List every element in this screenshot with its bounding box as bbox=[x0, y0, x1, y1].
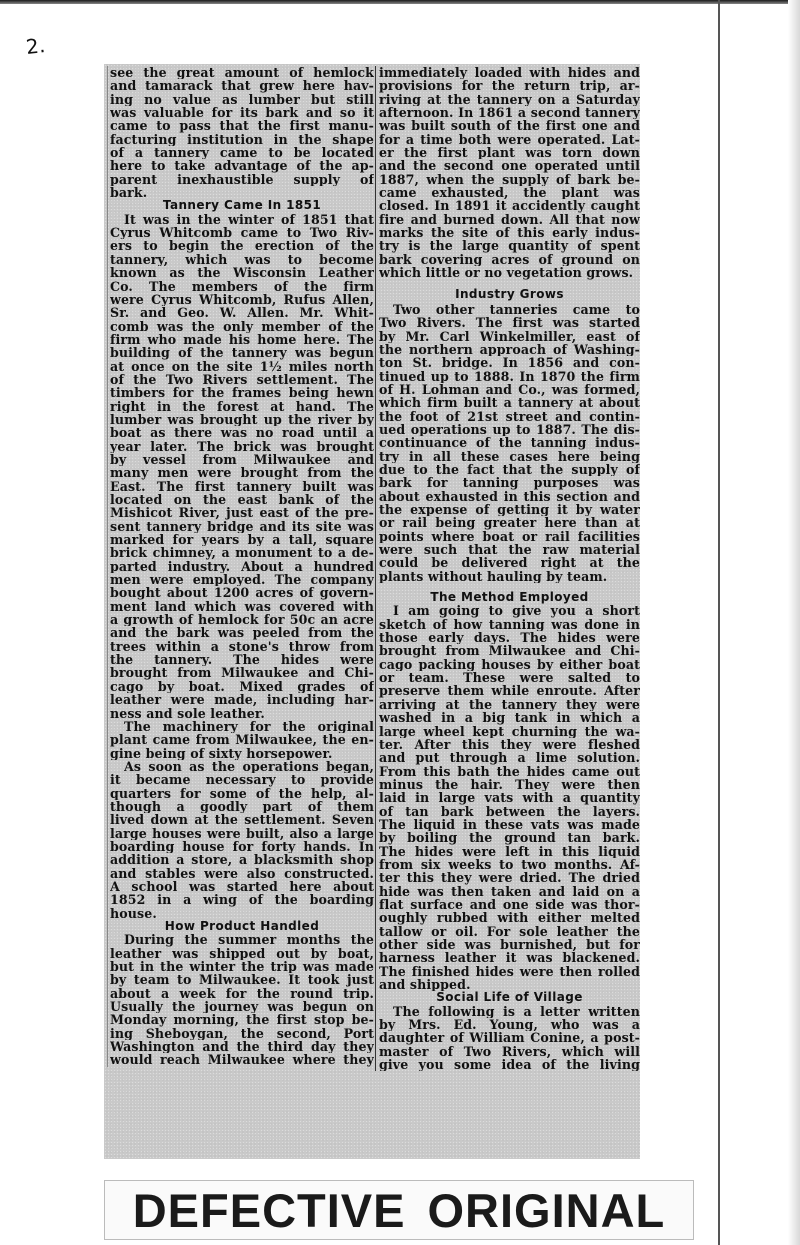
text-line: The finished hides were then rolled bbox=[379, 964, 640, 979]
text-line: was built south of the first one and bbox=[379, 119, 640, 133]
paragraph-industry-grows bbox=[379, 303, 640, 583]
text-line: give you some idea of the living bbox=[379, 1058, 640, 1072]
banner-word-defective: DEFECTIVE bbox=[132, 1183, 406, 1237]
text-line: which little or no vegetation grows. bbox=[379, 266, 634, 280]
text-line: comb was the only member of the bbox=[110, 319, 374, 333]
heading-method-employed: The Method Employed bbox=[430, 590, 589, 605]
text-line: oughly rubbed with either melted bbox=[379, 911, 640, 925]
text-line: afternoon. In 1861 a second tannery bbox=[379, 106, 640, 120]
text-line: came exhausted, the plant was bbox=[379, 186, 640, 200]
paragraph-social-life bbox=[379, 1005, 640, 1072]
text-line: but in the winter the trip was made bbox=[110, 960, 374, 974]
text-line: points where boat or rail facilities bbox=[379, 529, 640, 544]
left-column bbox=[107, 66, 374, 1067]
text-line: many men were brought from the bbox=[110, 466, 374, 480]
text-line: located on the east bank of the bbox=[110, 493, 374, 507]
right-intro-paragraph bbox=[379, 66, 640, 280]
text-line: bark for tanning purposes was bbox=[379, 476, 640, 490]
text-line: continuance of the tanning indus- bbox=[379, 436, 640, 450]
text-line: A school was started here about bbox=[110, 879, 374, 894]
text-line: brought from Milwaukee and Chi- bbox=[110, 666, 374, 680]
text-line: lumber was brought up the river by bbox=[110, 412, 374, 427]
text-line: Cyrus Whitcomb came to Two Riv- bbox=[110, 226, 374, 240]
text-line: for a time both were operated. Lat- bbox=[379, 132, 640, 147]
text-line: ing no value as lumber but still bbox=[110, 92, 374, 107]
text-line: lived down at the settlement. Seven bbox=[110, 813, 374, 827]
text-line: Washington and the third day they bbox=[110, 1040, 374, 1054]
text-line: ness and sole leather. bbox=[110, 706, 265, 720]
text-line: ton St. bridge. In 1856 and con- bbox=[379, 356, 640, 370]
text-line: were such that the raw material bbox=[379, 543, 640, 557]
text-line: of H. Lohman and Co., was formed, bbox=[379, 382, 640, 397]
text-line: and the second one operated until bbox=[379, 159, 640, 173]
text-line: came to pass that the first manu- bbox=[110, 119, 374, 133]
text-line: though a goodly part of them bbox=[110, 799, 374, 814]
text-line: From this bath the hides came out bbox=[379, 764, 640, 778]
text-line: of the Two Rivers settlement. The bbox=[110, 372, 374, 387]
text-line: gine being of sixty horsepower. bbox=[110, 746, 333, 760]
text-line: a growth of hemlock for 50c an acre bbox=[110, 613, 374, 627]
text-line: cago packing houses by either boat bbox=[379, 657, 640, 672]
text-line: or team. These were salted to bbox=[379, 671, 640, 685]
text-line: trees within a stone's throw from bbox=[110, 639, 374, 654]
banner-word-original: ORIGINAL bbox=[427, 1183, 666, 1237]
text-line: washed in a big tank in which a bbox=[379, 711, 640, 725]
text-line: boat as there was no road until a bbox=[110, 426, 374, 440]
text-line: by Mr. Carl Winkelmiller, east of bbox=[379, 329, 640, 343]
text-line: facturing institution in the shape bbox=[110, 132, 374, 147]
heading-social-life-of-village: Social Life of Village bbox=[436, 990, 583, 1005]
text-line: house. bbox=[110, 906, 157, 920]
text-line: by team to Milwaukee. It took just bbox=[110, 973, 374, 987]
text-line: by Mrs. Ed. Young, who was a bbox=[379, 1018, 640, 1032]
text-line: large wheel kept churning the wa- bbox=[379, 724, 640, 738]
text-line: As soon as the operations began, bbox=[124, 759, 374, 774]
paragraph-housing bbox=[110, 760, 374, 920]
text-line: or rail being greater here than at bbox=[379, 516, 640, 530]
text-line: men were employed. The company bbox=[110, 573, 374, 587]
text-line: The liquid in these vats was made bbox=[379, 817, 640, 832]
text-line: was valuable for its bark and so it bbox=[110, 106, 374, 120]
text-line: fire and burned down. All that now bbox=[379, 212, 640, 227]
text-line: sent tannery bridge and its site was bbox=[110, 519, 374, 534]
text-line: ing Sheboygan, the second, Port bbox=[110, 1026, 374, 1041]
text-line: ter this they were dried. The dried bbox=[379, 871, 640, 885]
text-line: laid in large vats with a quantity bbox=[379, 791, 640, 805]
text-line: Two Rivers. The first was started bbox=[379, 316, 640, 330]
text-line: ued operations up to 1887. The dis- bbox=[379, 422, 640, 437]
text-line: The machinery for the original bbox=[124, 719, 374, 734]
defective-original-banner bbox=[104, 1180, 694, 1240]
text-line: plants without hauling by team. bbox=[379, 569, 608, 584]
text-line: cago by boat. Mixed grades of bbox=[110, 679, 374, 694]
text-line: marked for years by a tall, square bbox=[110, 533, 374, 547]
text-line: other side was burnished, but for bbox=[379, 938, 640, 952]
text-line: minus the hair. They were then bbox=[379, 777, 640, 792]
text-line: sketch of how tanning was done in bbox=[379, 617, 640, 632]
text-line: known as the Wisconsin Leather bbox=[110, 266, 374, 280]
text-line: and the bark was peeled from the bbox=[110, 626, 374, 640]
text-line: It was in the winter of 1851 that bbox=[124, 212, 374, 227]
text-line: those early days. The hides were bbox=[379, 631, 640, 645]
text-line: were Cyrus Whitcomb, Rufus Allen, bbox=[110, 292, 374, 307]
text-line: riving at the tannery on a Saturday bbox=[379, 92, 640, 107]
text-line: boarding house for forty hands. In bbox=[110, 839, 374, 854]
text-line: it became necessary to provide bbox=[110, 773, 374, 787]
text-line: During the summer months the bbox=[124, 933, 374, 947]
text-line: bark. bbox=[110, 186, 148, 200]
text-line: quarters for some of the help, al- bbox=[110, 786, 374, 800]
text-line: harness leather it was blackened. bbox=[379, 951, 640, 965]
text-line: bark covering acres of ground on bbox=[379, 252, 640, 267]
text-line: provisions for the return trip, ar- bbox=[379, 79, 640, 93]
text-line: ers to begin the erection of the bbox=[110, 239, 374, 253]
text-line: due to the fact that the supply of bbox=[379, 462, 640, 477]
text-line: by boiling the ground tan bark. bbox=[379, 831, 640, 845]
text-line: year later. The brick was brought bbox=[110, 439, 374, 453]
text-line: at once on the site 1½ miles north bbox=[110, 359, 374, 373]
paragraph-machinery bbox=[110, 720, 374, 760]
vertical-rule bbox=[718, 0, 720, 1245]
heading-industry-grows: Industry Grows bbox=[455, 286, 564, 301]
text-line: hide was then taken and laid on a bbox=[379, 884, 640, 898]
page-right-edge bbox=[788, 0, 800, 1245]
text-line: about exhausted in this section and bbox=[379, 489, 640, 503]
left-intro-paragraph bbox=[110, 66, 374, 199]
text-line: bought about 1200 acres of govern- bbox=[110, 586, 374, 600]
paragraph-method-employed bbox=[379, 604, 640, 991]
text-line: Sr. and Geo. W. Allen. Mr. Whit- bbox=[110, 306, 374, 320]
page-top-edge bbox=[0, 0, 800, 4]
text-line: right in the forest at hand. The bbox=[110, 399, 374, 413]
text-line: and put through a lime solution. bbox=[379, 751, 640, 765]
text-line: would reach Milwaukee where they bbox=[110, 1053, 374, 1067]
text-line: parted industry. About a hundred bbox=[110, 559, 374, 574]
page-number: 2. bbox=[24, 33, 47, 59]
text-line: ter. After this they were fleshed bbox=[379, 737, 640, 752]
text-line: East. The first tannery built was bbox=[110, 479, 374, 493]
text-line: Monday morning, the first stop be- bbox=[110, 1013, 374, 1027]
paragraph-tannery-came bbox=[110, 213, 374, 720]
text-line: leather were made, including har- bbox=[110, 693, 374, 707]
text-line: 1887, when the supply of bark be- bbox=[379, 172, 640, 187]
text-line: and tamarack that grew here hav- bbox=[110, 79, 374, 93]
text-line: Two other tanneries came to bbox=[393, 302, 640, 317]
text-line: about a week for the round trip. bbox=[110, 986, 374, 1001]
text-line: see the great amount of hemlock bbox=[110, 66, 374, 80]
text-line: and shipped. bbox=[379, 978, 471, 992]
text-line: daughter of William Conine, a post- bbox=[379, 1031, 640, 1045]
text-line: here to take advantage of the ap- bbox=[110, 159, 374, 173]
text-line: which firm built a tannery at about bbox=[379, 396, 640, 410]
text-line: marks the site of this early indus- bbox=[379, 226, 640, 240]
heading-tannery-came-in-1851: Tannery Came In 1851 bbox=[162, 198, 322, 213]
text-line: large houses were built, also a large bbox=[110, 826, 374, 840]
text-line: the foot of 21st street and contin- bbox=[379, 409, 640, 423]
text-line: of a tannery came to be located bbox=[110, 146, 374, 160]
text-line: I am going to give you a short bbox=[393, 604, 640, 618]
text-line: tinued up to 1888. In 1870 the firm bbox=[379, 369, 640, 383]
text-line: the northern approach of Washing- bbox=[379, 342, 640, 357]
text-line: could be delivered right at the bbox=[379, 556, 640, 570]
text-line: The hides were left in this liquid bbox=[379, 844, 640, 858]
text-line: brick chimney, a monument to a de- bbox=[110, 546, 374, 560]
heading-how-product-handled: How Product Handled bbox=[164, 919, 320, 933]
text-line: timbers for the frames being hewn bbox=[110, 386, 374, 400]
text-line: master of Two Rivers, which will bbox=[379, 1044, 640, 1059]
text-line: Mishicot River, just east of the pre- bbox=[110, 506, 374, 520]
text-line: firm who made his home here. The bbox=[110, 332, 374, 347]
banner-text bbox=[133, 1183, 666, 1238]
text-line: addition a store, a blacksmith shop bbox=[110, 853, 374, 867]
right-column bbox=[375, 66, 640, 1071]
text-line: arriving at the tannery they were bbox=[379, 697, 640, 712]
text-line: the tannery. The hides were bbox=[110, 653, 374, 667]
text-line: and stables were also constructed. bbox=[110, 866, 374, 880]
text-line: preserve them while enroute. After bbox=[379, 684, 640, 698]
text-line: er the first plant was torn down bbox=[379, 146, 640, 160]
text-line: from six weeks to two months. Af- bbox=[379, 857, 640, 872]
text-line: tannery, which was to become bbox=[110, 252, 374, 267]
paragraph-product-handled bbox=[110, 933, 374, 1066]
text-line: plant came from Milwaukee, the en- bbox=[110, 733, 374, 747]
text-line: building of the tannery was begun bbox=[110, 346, 374, 360]
text-line: Usually the journey was begun on bbox=[110, 1000, 374, 1014]
text-line: try is the large quantity of spent bbox=[379, 239, 640, 253]
text-line: by vessel from Milwaukee and bbox=[110, 452, 374, 467]
text-line: tallow or oil. For sole leather the bbox=[379, 924, 640, 938]
text-line: the expense of getting it by water bbox=[379, 503, 640, 517]
text-line: of tan bark between the layers. bbox=[379, 804, 640, 818]
text-line: closed. In 1891 it accidently caught bbox=[379, 199, 640, 213]
text-line: The following is a letter written bbox=[393, 1004, 640, 1019]
text-line: brought from Milwaukee and Chi- bbox=[379, 644, 640, 658]
text-line: leather was shipped out by boat, bbox=[110, 946, 374, 961]
text-line: flat surface and one side was thor- bbox=[379, 897, 640, 912]
text-line: parent inexhaustible supply of bbox=[110, 172, 374, 187]
text-line: Co. The members of the firm bbox=[110, 279, 374, 293]
text-line: immediately loaded with hides and bbox=[379, 66, 640, 80]
text-line: ment land which was covered with bbox=[110, 599, 374, 614]
text-line: try in all these cases here being bbox=[379, 449, 640, 463]
text-line: 1852 in a wing of the boarding bbox=[110, 893, 374, 907]
